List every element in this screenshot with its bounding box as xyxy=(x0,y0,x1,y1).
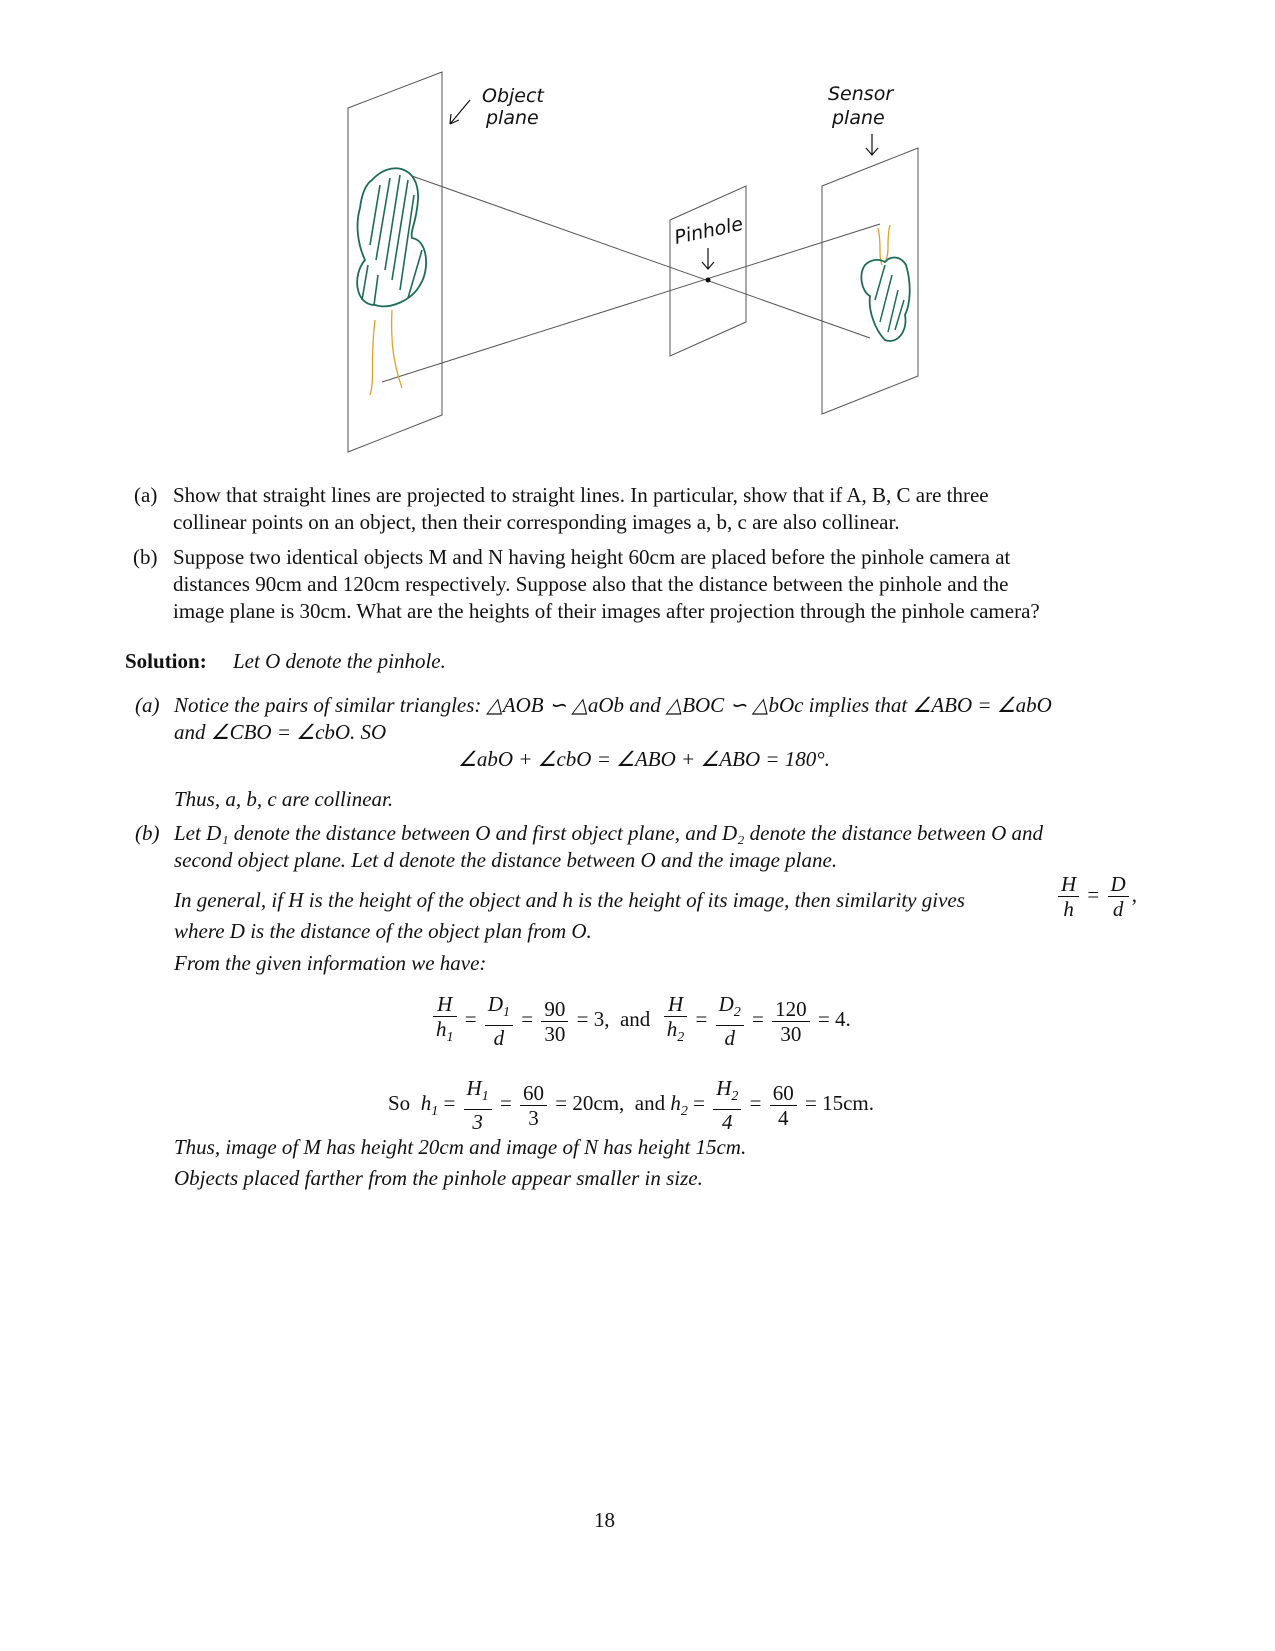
pinhole-label: Pinhole xyxy=(672,212,745,249)
solution-b-line2: second object plane. Let d denote the distance between O and the image plane. xyxy=(174,848,838,872)
problem-a-line1: Show that straight lines are projected to straight lines. In particular, show that if A, B, C are three xyxy=(173,483,989,507)
object-plane-label: Object xyxy=(482,85,544,107)
solution-a-equation: ∠abO + ∠cbO = ∠ABO + ∠ABO = 180°. xyxy=(458,747,830,771)
object-plane-label-2: plane xyxy=(486,107,539,129)
similarity-ratio: $\frac{H}{h}$ = $\frac{D}{d}$ , xyxy=(1055,872,1137,921)
problem-a-line2: collinear points on an object, then their corresponding images a, b, c are also collinear. xyxy=(173,510,900,534)
solution-b-thus1: Thus, image of M has height 20cm and image of N has height 15cm. xyxy=(174,1135,747,1159)
problem-b-marker: (b) xyxy=(133,545,158,569)
ratio-equations: $\frac{H}{h_1}$ = $\frac{D_1}{d}$ = $\frac{90}{30}$ = 3, and $\frac{H}{h_2}$ = $\frac{D_2}{d}$ = $\frac{120}{30}$ = 4. xyxy=(430,992,851,1050)
sensor-plane-label: Sensor xyxy=(828,83,894,105)
problem-b-line1: Suppose two identical objects M and N having height 60cm are placed before the pinhole camera at xyxy=(173,545,1011,569)
solution-a-line2: and ∠CBO = ∠cbO. SO xyxy=(174,720,387,744)
solution-b-line3: In general, if H is the height of the object and h is the height of its image, then similarity gives xyxy=(174,888,965,912)
solution-b-line1: Let D₁ denote the distance between O and first object plane, and D₂ denote the distance between O and xyxy=(174,821,1043,845)
solution-b-marker: (b) xyxy=(135,821,160,845)
page-number: 18 xyxy=(594,1508,615,1532)
problem-b-line2: distances 90cm and 120cm respectively. Suppose also that the distance between the pinhole and the xyxy=(173,572,1009,596)
sensor-plane-label-2: plane xyxy=(832,107,885,129)
solution-b-thus2: Objects placed farther from the pinhole appear smaller in size. xyxy=(174,1166,703,1190)
solution-a-marker: (a) xyxy=(135,693,160,717)
solution-a-conclusion: Thus, a, b, c are collinear. xyxy=(174,787,394,811)
solution-heading: Solution: xyxy=(125,649,207,673)
problem-a-marker: (a) xyxy=(134,483,158,507)
solution-b-line4: where D is the distance of the object plan from O. xyxy=(174,919,592,943)
solution-intro: Let O denote the pinhole. xyxy=(233,649,446,673)
solution-b-line5: From the given information we have: xyxy=(174,951,487,975)
height-equations: So $h_1$ = $\frac{H_1}{3}$ = $\frac{60}{3}$ = 20cm, and $h_2$ = $\frac{H_2}{4}$ = $\frac{60}{4}$ = 15cm. xyxy=(388,1076,874,1135)
problem-b-line3: image plane is 30cm. What are the heights of their images after projection through the pinhole camera? xyxy=(173,599,1040,623)
solution-a-line1: Notice the pairs of similar triangles: △AOB ∽ △aOb and △BOC ∽ △bOc implies that ∠ABO = ∠abO xyxy=(174,693,1052,717)
